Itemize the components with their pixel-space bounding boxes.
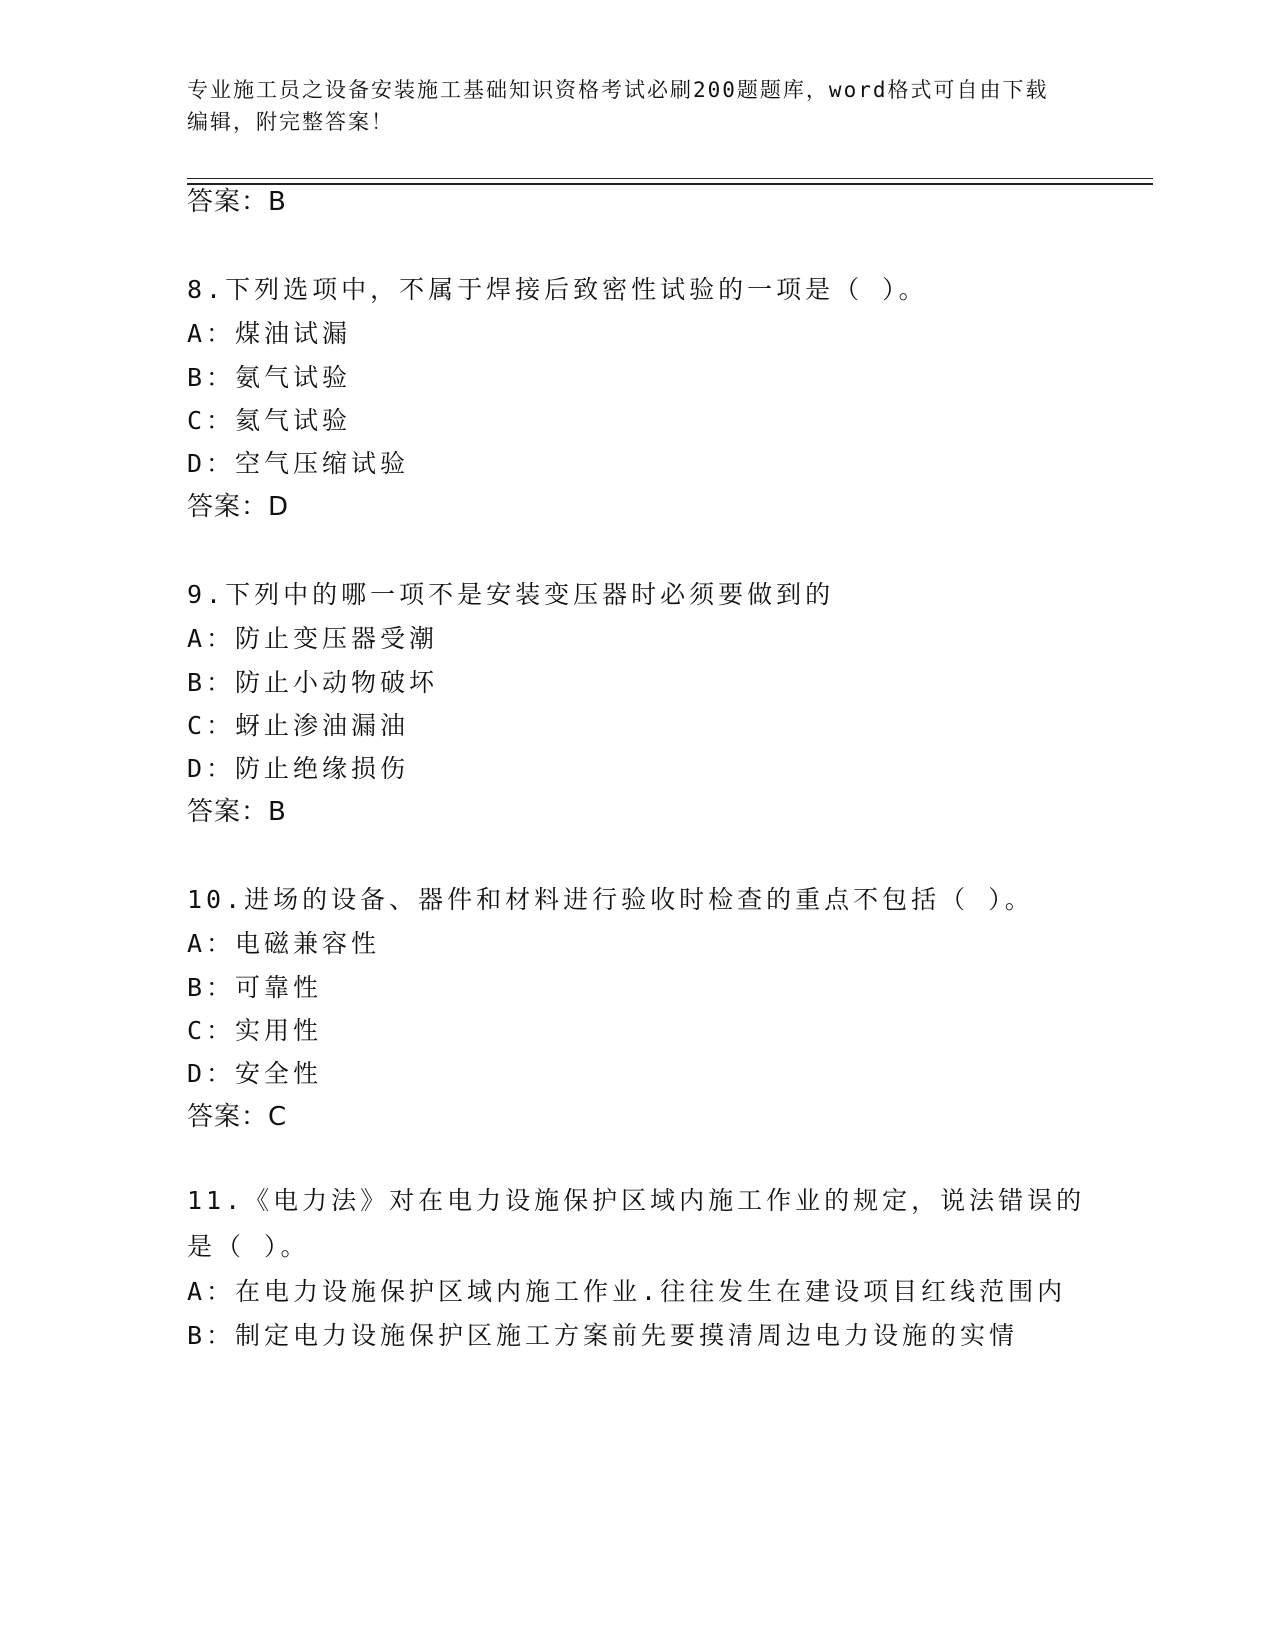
question-11-option-b: B：制定电力设施保护区施工方案前先要摸清周边电力设施的实情 [187,1321,1019,1350]
document-header: 专业施工员之设备安装施工基础知识资格考试必刷200题题库，word格式可自由下载编辑，附完整答案！ [187,78,1049,134]
header-divider-thin [187,178,1153,179]
question-8-stem: 8.下列选项中，不属于焊接后致密性试验的一项是（ ）。 [187,275,928,304]
question-11-stem: 11.《电力法》对在电力设施保护区域内施工作业的规定，说法错误的是（ ）。 [187,1186,1086,1261]
question-9-option-a: A：防止变压器受潮 [187,624,439,653]
question-8-option-a: A：煤油试漏 [187,319,352,348]
header-divider-thick [187,183,1153,185]
question-10-option-a: A：电磁兼容性 [187,929,381,958]
question-9-stem: 9.下列中的哪一项不是安装变压器时必须要做到的 [187,580,835,609]
question-11-option-a: A：在电力设施保护区域内施工作业.往往发生在建设项目红线范围内 [187,1277,1067,1306]
question-10-option-c: C：实用性 [187,1016,323,1045]
question-10-option-b: B：可靠性 [187,973,323,1002]
question-9-option-d: D：防止绝缘损伤 [187,754,410,783]
answer-10: 答案：C [187,1102,288,1132]
answer-8: 答案：D [187,492,290,522]
question-8-option-c: C：氦气试验 [187,406,352,435]
answer-7: 答案：B [187,187,287,217]
question-10-stem: 10.进场的设备、器件和材料进行验收时检查的重点不包括（ ）。 [187,885,1034,914]
question-9-option-c: C：蚜止渗油漏油 [187,711,410,740]
answer-9: 答案：B [187,797,287,827]
question-10-option-d: D：安全性 [187,1059,323,1088]
question-8-option-d: D：空气压缩试验 [187,449,410,478]
question-8-option-b: B：氨气试验 [187,363,352,392]
question-9-option-b: B：防止小动物破坏 [187,668,439,697]
